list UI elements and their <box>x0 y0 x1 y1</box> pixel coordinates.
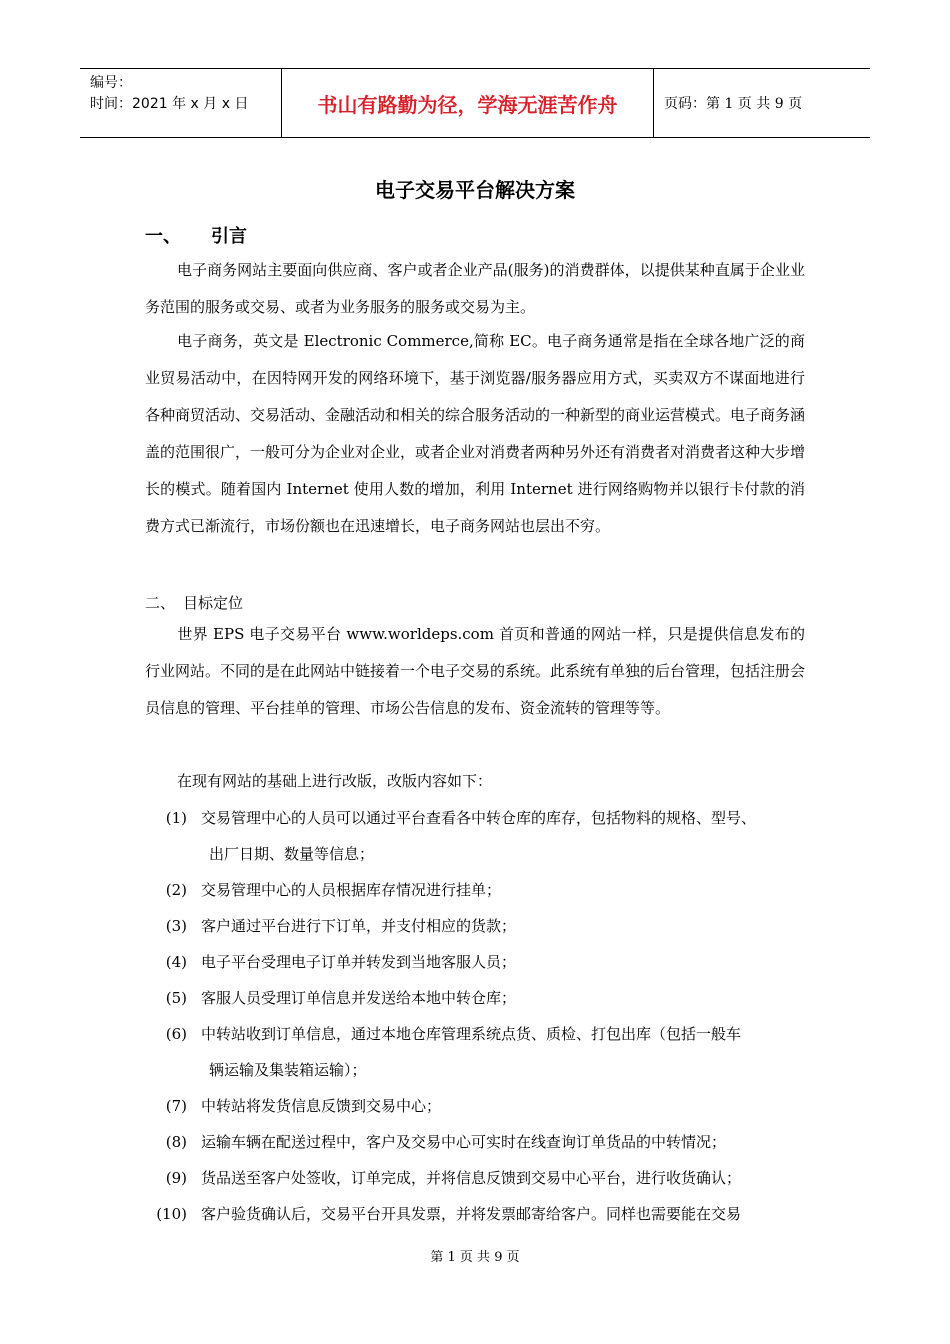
list-item: (4) 电子平台受理电子订单并转发到当地客服人员； <box>165 953 517 971</box>
paragraph-3: 世界 EPS 电子交易平台 www.worldeps.com 首页和普通的网站一样，只是提供信息发布的行业网站。不同的是在此网站中链接着一个电子交易的系统。此系统有单独的后台管理，包括注册会员信息的管理、平台挂单的管理、市场公告信息的发布、资金流转的管理等等。 <box>145 625 806 717</box>
list-item: (5) 客服人员受理订单信息并发送给本地中转仓库； <box>165 989 517 1007</box>
header-meta <box>80 69 282 137</box>
list-item: (9) 货品送至客户处签收，订单完成，并将信息反馈到交易中心平台，进行收货确认； <box>165 1169 742 1187</box>
list-item: (10) 客户验货确认后，交易平台开具发票，并将发票邮寄给客户。同样也需要能在交易 <box>156 1205 742 1223</box>
list-item: (8) 运输车辆在配送过程中，客户及交易中心可实时在线查询订单货品的中转情况； <box>165 1133 727 1151</box>
page-footer: 第 1 页 共 9 页 <box>430 1250 520 1265</box>
list-item: (3) 客户通过平台进行下订单，并支付相应的货款； <box>165 917 517 935</box>
motto: 书山有路勤为径，学海无涯苦作舟 <box>282 69 654 137</box>
section2-num: 二、 <box>145 594 176 612</box>
change-list <box>145 800 825 1232</box>
number-label: 编号： <box>90 75 132 91</box>
page-label: 页码：第 1 页 共 9 页 <box>664 96 803 112</box>
time-label: 时间：2021 年 x 月 x 日 <box>90 96 249 112</box>
section2-title: 目标定位 <box>183 594 244 612</box>
list-item: (6) 中转站收到订单信息，通过本地仓库管理系统点货、质检、打包出库（包括一般车 辆运输及集装箱运输）； <box>165 1025 742 1079</box>
section1-heading <box>145 222 247 248</box>
header-table <box>80 68 870 138</box>
paragraph-2: 电子商务，英文是 Electronic Commerce,简称 EC。电子商务通常是指在全球各地广泛的商业贸易活动中，在因特网开发的网络环境下，基于浏览器/服务器应用方式，买卖双方不谋面地进行各种商贸活动、交易活动、金融活动和相关的综合服务活动的一种新型的商业运营模式。电子商务涵盖的范围很广，一般可分为企业对企业，或者企业对消费者两种另外还有消费者对消费者这种大步增长的模式。随着国内 Internet 使用人数的增加，利用 Internet 进行网络购物并以银行卡付款的消费方式已渐流行，市场份额也在迅速增长，电子商务网站也层出不穷。 <box>145 332 806 535</box>
paragraph-1: 电子商务网站主要面向供应商、客户或者企业产品(服务)的消费群体，以提供某种直属于企业业务范围的服务或交易、或者为业务服务的服务或交易为主。 <box>145 261 805 316</box>
paragraph-4: 在现有网站的基础上进行改版，改版内容如下： <box>177 772 493 790</box>
doc-title: 电子交易平台解决方案 <box>375 178 575 202</box>
section1-title: 引言 <box>211 226 247 247</box>
list-item: (7) 中转站将发货信息反馈到交易中心； <box>165 1097 442 1115</box>
list-item: (1) 交易管理中心的人员可以通过平台查看各中转仓库的库存，包括物料的规格、型号、 出厂日期、数量等信息； <box>165 809 757 863</box>
section1-num: 一、 <box>145 226 181 247</box>
section2-heading <box>145 592 243 613</box>
list-item: (2) 交易管理中心的人员根据库存情况进行挂单； <box>165 881 502 899</box>
